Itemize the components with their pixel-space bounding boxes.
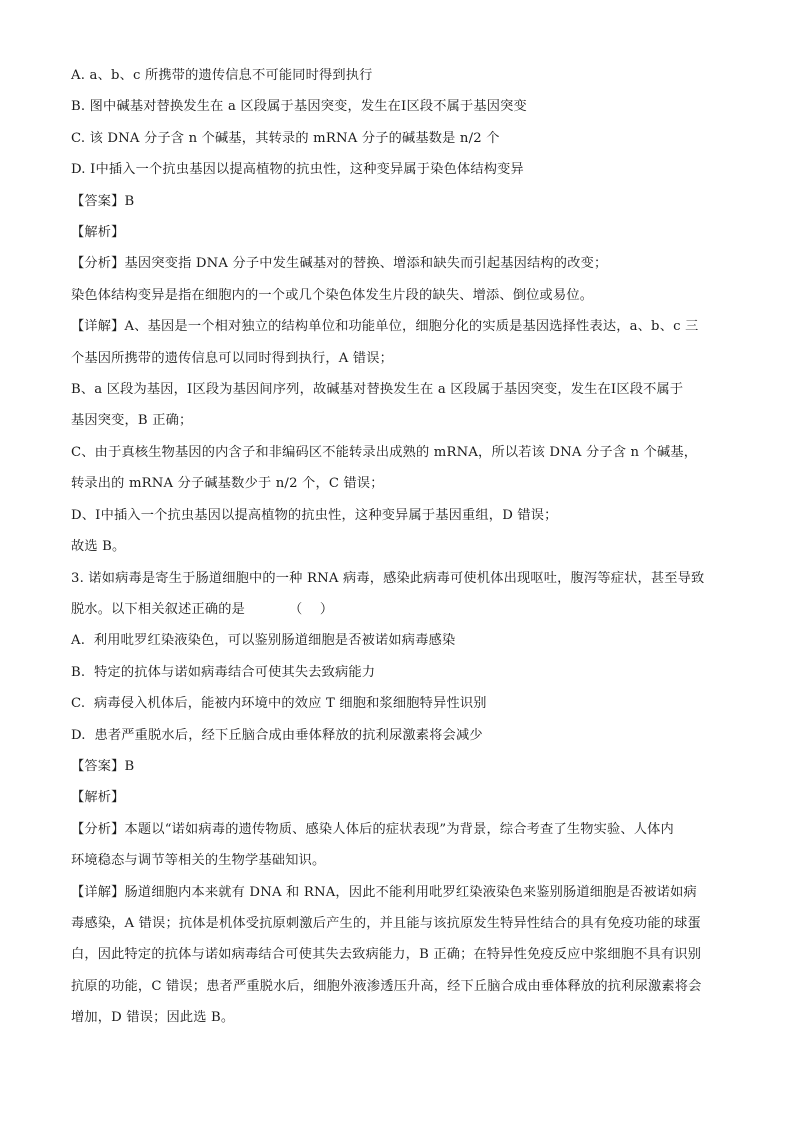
q2-analysis-line: 染色体结构变异是指在细胞内的一个或几个染色体发生片段的缺失、增添、倒位或易位。 bbox=[71, 287, 594, 303]
q2-analysis-line: C、由于真核生物基因的内含子和非编码区不能转录出成熟的 mRNA，所以若该 DNA 分子含 n 个碱基， bbox=[71, 444, 698, 460]
document-page bbox=[71, 60, 731, 1034]
q2-option-b: B. 图中碱基对替换发生在 a 区段属于基因突变，发生在Ⅰ区段不属于基因突变 bbox=[71, 99, 527, 115]
q2-options bbox=[71, 60, 731, 186]
q2-analysis-line: 【分析】基因突变指 DNA 分子中发生碱基对的替换、增添和缺失而引起基因结构的改变； bbox=[71, 256, 608, 272]
q3-analysis-line: 环境稳态与调节等相关的生物学基础知识。 bbox=[71, 853, 326, 869]
q2-answer: 【答案】B bbox=[71, 193, 135, 209]
q2-analysis-line: 故选 B。 bbox=[71, 539, 126, 555]
q2-analysis bbox=[71, 248, 731, 562]
q2-analysis-line: B、a 区段为基因，Ⅰ区段为基因间序列，故碱基对替换发生在 a 区段属于基因突变，发生在Ⅰ区段不属于 bbox=[71, 382, 684, 398]
q2-analysis-line: 【详解】A、基因是一个相对独立的结构单位和功能单位，细胞分化的实质是基因选择性表达，a、b、c 三 bbox=[71, 319, 699, 335]
q3-analysis-line: 抗原的功能，C 错误；患者严重脱水后，细胞外液渗透压升高，经下丘脑合成由垂体释放的抗利尿激素将会 bbox=[71, 978, 702, 994]
q3-analysis-line: 【分析】本题以“诺如病毒的遗传物质、感染人体后的症状表现”为背景，综合考查了生物实验、人体内 bbox=[71, 821, 674, 837]
q2-analysis-line: 基因突变，B 正确； bbox=[71, 413, 193, 429]
q3-stem bbox=[71, 563, 731, 626]
q3-analysis-line: 毒感染，A 错误；抗体是机体受抗原刺激后产生的，并且能与该抗原发生特异性结合的具有免疫功能的球蛋 bbox=[71, 915, 701, 931]
q2-analysis-line: 个基因所携带的遗传信息可以同时得到执行，A 错误； bbox=[71, 350, 394, 366]
q2-option-c: C. 该 DNA 分子含 n 个碱基，其转录的 mRNA 分子的碱基数是 n/2 个 bbox=[71, 130, 500, 146]
q3-option-b: B. 特定的抗体与诺如病毒结合可使其失去致病能力 bbox=[71, 664, 376, 680]
q2-analysis-header: 【解析】 bbox=[71, 225, 125, 241]
q2-analysis-line: 转录出的 mRNA 分子碱基数少于 n/2 个，C 错误； bbox=[71, 476, 384, 492]
q3-analysis bbox=[71, 814, 731, 1034]
q3-stem-line: 脱水。以下相关叙述正确的是 （ ） bbox=[71, 601, 334, 617]
q3-option-a: A. 利用吡罗红染液染色，可以鉴别肠道细胞是否被诺如病毒感染 bbox=[71, 633, 456, 649]
q3-options bbox=[71, 625, 731, 751]
q2-analysis-line: D、Ⅰ中插入一个抗虫基因以提高植物的抗虫性，这种变异属于基因重组，D 错误； bbox=[71, 507, 558, 523]
q3-option-c: C. 病毒侵入机体后，能被内环境中的效应 T 细胞和浆细胞特异性识别 bbox=[71, 696, 487, 712]
q3-analysis-line: 增加，D 错误；因此选 B。 bbox=[71, 1010, 235, 1026]
q2-option-d: D. Ⅰ中插入一个抗虫基因以提高植物的抗虫性，这种变异属于染色体结构变异 bbox=[71, 162, 524, 178]
q3-analysis-line: 白，因此特定的抗体与诺如病毒结合可使其失去致病能力，B 正确；在特异性免疫反应中浆细胞不具有识别 bbox=[71, 947, 702, 963]
q3-stem-line: 3. 诺如病毒是寄生于肠道细胞中的一种 RNA 病毒，感染此病毒可使机体出现呕吐，腹泻等症状，甚至导致 bbox=[71, 570, 705, 586]
q3-analysis-header: 【解析】 bbox=[71, 790, 125, 806]
q3-answer: 【答案】B bbox=[71, 758, 135, 774]
q2-option-a: A. a、b、c 所携带的遗传信息不可能同时得到执行 bbox=[71, 68, 373, 83]
q3-analysis-line: 【详解】肠道细胞内本来就有 DNA 和 RNA，因此不能利用吡罗红染液染色来鉴别肠道细胞是否被诺如病 bbox=[71, 884, 697, 900]
q3-option-d: D. 患者严重脱水后，经下丘脑合成由垂体释放的抗利尿激素将会减少 bbox=[71, 727, 483, 743]
